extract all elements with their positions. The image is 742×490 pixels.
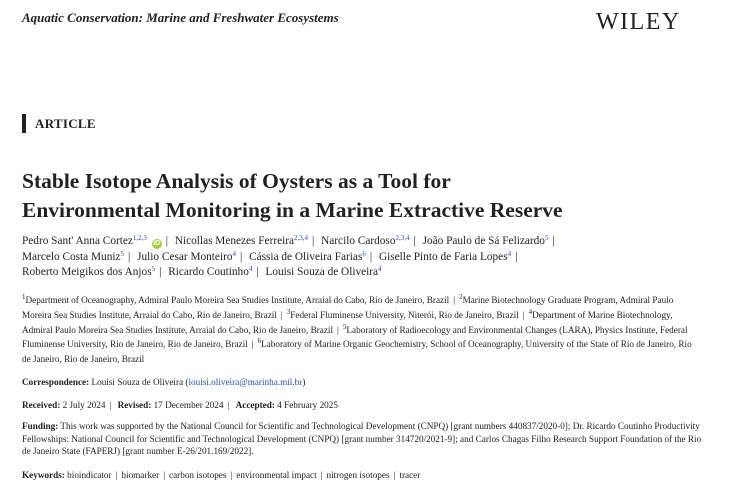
funding-label: Funding: (22, 421, 59, 431)
correspondence-label: Correspondence: (22, 377, 90, 387)
affiliation-number: 2 (459, 293, 463, 301)
author-link[interactable]: João Paulo de Sá Felizardo (422, 235, 545, 247)
keywords-label: Keywords: (22, 470, 65, 480)
title-line-1: Stable Isotope Analysis of Oysters as a Tool for (22, 169, 451, 193)
article-dates (22, 399, 702, 412)
author-link[interactable]: Pedro Sant' Anna Cortez (22, 235, 133, 247)
author-link[interactable]: Nicollas Menezes Ferreira (174, 235, 295, 247)
affiliation-separator: | (251, 339, 254, 350)
affiliation-text: Department of Oceanography, Admiral Paulo Moreira Sea Studies Institute, Arraial do Cabo, Rio de Janeiro, Brazil (25, 295, 450, 305)
keyword-separator: | (115, 470, 118, 480)
affiliation-text: Federal Fluminense University, Niterói, Rio de Janeiro, Brazil (290, 309, 519, 320)
keyword-separator: | (393, 470, 396, 480)
article-type-label: ARTICLE (22, 114, 96, 133)
author-separator: | (159, 266, 162, 278)
keyword[interactable]: biomarker (121, 470, 160, 480)
affiliation-text: Laboratory of Radioecology and Environmental Changes (LARA), Physics Institute, Federal Fluminense University, Rio de Janeiro, Rio de Janeiro, Brazil (22, 324, 688, 350)
author-affiliation-ref[interactable]: 5 (151, 265, 156, 273)
author-link[interactable]: Marcelo Costa Muniz (22, 250, 121, 263)
keyword[interactable]: tracer (399, 470, 421, 480)
title-line-2: Environmental Monitoring in a Marine Extractive Reserve (22, 198, 563, 222)
author-link[interactable]: Roberto Meigikos dos Anjos (22, 266, 152, 278)
article-title (22, 167, 732, 225)
author-separator: | (515, 250, 518, 263)
keyword[interactable]: environmental impact (236, 470, 317, 480)
funding-text: This work was supported by the National Council for Scientific and Technological Development (CNPQ) [grant numbers 440837/2020-0]; Dr. Ricardo Coutinho Productivity Fellowships: National Council for Scientific and Technological Development (CNPQ) [grant number 314720/2021-9]; and Carlos Chagas Filho Research Support Foundation of the Rio de Janeiro State (FAPERJ) [grant number E-26/201.169/2022]. (22, 421, 702, 456)
keyword-separator: | (320, 470, 323, 480)
date-separator: | (227, 400, 230, 410)
received-label: Received: (22, 400, 61, 410)
author-link[interactable]: Narcilo Cardoso (321, 235, 396, 247)
keyword[interactable]: carbon isotopes (169, 470, 227, 480)
correspondence: Correspondence: Louisi Souza de Oliveira (louisi.oliveira@marinha.mil.br) (22, 377, 306, 387)
affiliations (22, 293, 692, 367)
author-link[interactable]: Ricardo Coutinho (168, 266, 249, 278)
keyword[interactable]: bioindicator (67, 470, 112, 480)
author-separator: | (256, 266, 259, 278)
affiliation-number: 5 (342, 322, 347, 331)
author-affiliation-ref[interactable]: 5 (120, 249, 125, 258)
author-link[interactable]: Julio Cesar Monteiro (137, 250, 233, 263)
author-affiliation-ref[interactable]: 4 (378, 265, 382, 273)
funding (22, 420, 702, 458)
author-affiliation-ref[interactable]: 2,3,4 (395, 234, 410, 242)
author-affiliation-ref[interactable]: 1,2,3 (132, 234, 147, 242)
date-separator: | (109, 400, 112, 410)
publisher-logo[interactable]: WILEY (596, 9, 681, 35)
affiliation-number: 3 (286, 307, 291, 316)
affiliation-separator: | (522, 309, 525, 320)
affiliation-separator: | (280, 309, 283, 320)
correspondence-name: Louisi Souza de Oliveira (91, 377, 184, 387)
author-separator: | (552, 235, 555, 247)
author-link[interactable]: Cássia de Oliveira Farias (249, 250, 363, 263)
author-affiliation-ref[interactable]: 6 (362, 249, 366, 258)
keyword-separator: | (230, 470, 233, 480)
author-list (22, 234, 722, 281)
affiliation-text: Marine Biotechnology Graduate Program, Admiral Paulo Moreira Sea Studies Institute, Arraial do Cabo, Rio de Janeiro, Brazil (22, 295, 674, 320)
affiliation-separator: | (337, 324, 339, 335)
received-date: 2 July 2024 (62, 400, 106, 410)
revised-label: Revised: (117, 400, 152, 410)
journal-title[interactable]: Aquatic Conservation: Marine and Freshwater Ecosystems (22, 10, 339, 25)
author-separator: | (369, 250, 373, 263)
keyword[interactable]: nitrogen isotopes (326, 470, 390, 480)
affiliation-number: 6 (257, 337, 262, 346)
orcid-icon[interactable]: iD (153, 240, 161, 247)
keyword-separator: | (163, 470, 166, 480)
author-separator: | (312, 235, 315, 247)
keywords (22, 469, 702, 482)
author-link[interactable]: Louisi Souza de Oliveira (265, 266, 379, 278)
author-separator: | (165, 235, 168, 247)
author-separator: | (240, 250, 243, 263)
accepted-date: 4 February 2025 (277, 400, 338, 410)
affiliation-number: 4 (528, 307, 533, 316)
author-separator: | (128, 250, 131, 263)
author-separator: | (413, 235, 416, 247)
correspondence-email-link[interactable]: louisi.oliveira@marinha.mil.br (188, 377, 303, 387)
accepted-label: Accepted: (235, 400, 275, 410)
affiliation-text: Laboratory of Marine Organic Geochemistry, School of Oceanography, University of the State of Rio de Janeiro, Rio de Janeiro, Rio de Janeiro, Brazil (22, 339, 692, 365)
author-affiliation-ref[interactable]: 4 (232, 249, 236, 258)
affiliation-separator: | (453, 295, 456, 305)
affiliation-number: 1 (22, 293, 26, 301)
author-link[interactable]: Giselle Pinto de Faria Lopes (378, 250, 508, 263)
affiliation-text: Department of Marine Biotechnology, Admiral Paulo Moreira Sea Studies Institute, Arraial do Cabo, Rio de Janeiro, Brazil (22, 309, 673, 335)
author-affiliation-ref[interactable]: 4 (248, 265, 253, 273)
author-affiliation-ref[interactable]: 5 (544, 234, 549, 242)
author-affiliation-ref[interactable]: 4 (507, 249, 512, 258)
revised-date: 17 December 2024 (153, 400, 224, 410)
author-affiliation-ref[interactable]: 2,3,4 (294, 234, 309, 242)
